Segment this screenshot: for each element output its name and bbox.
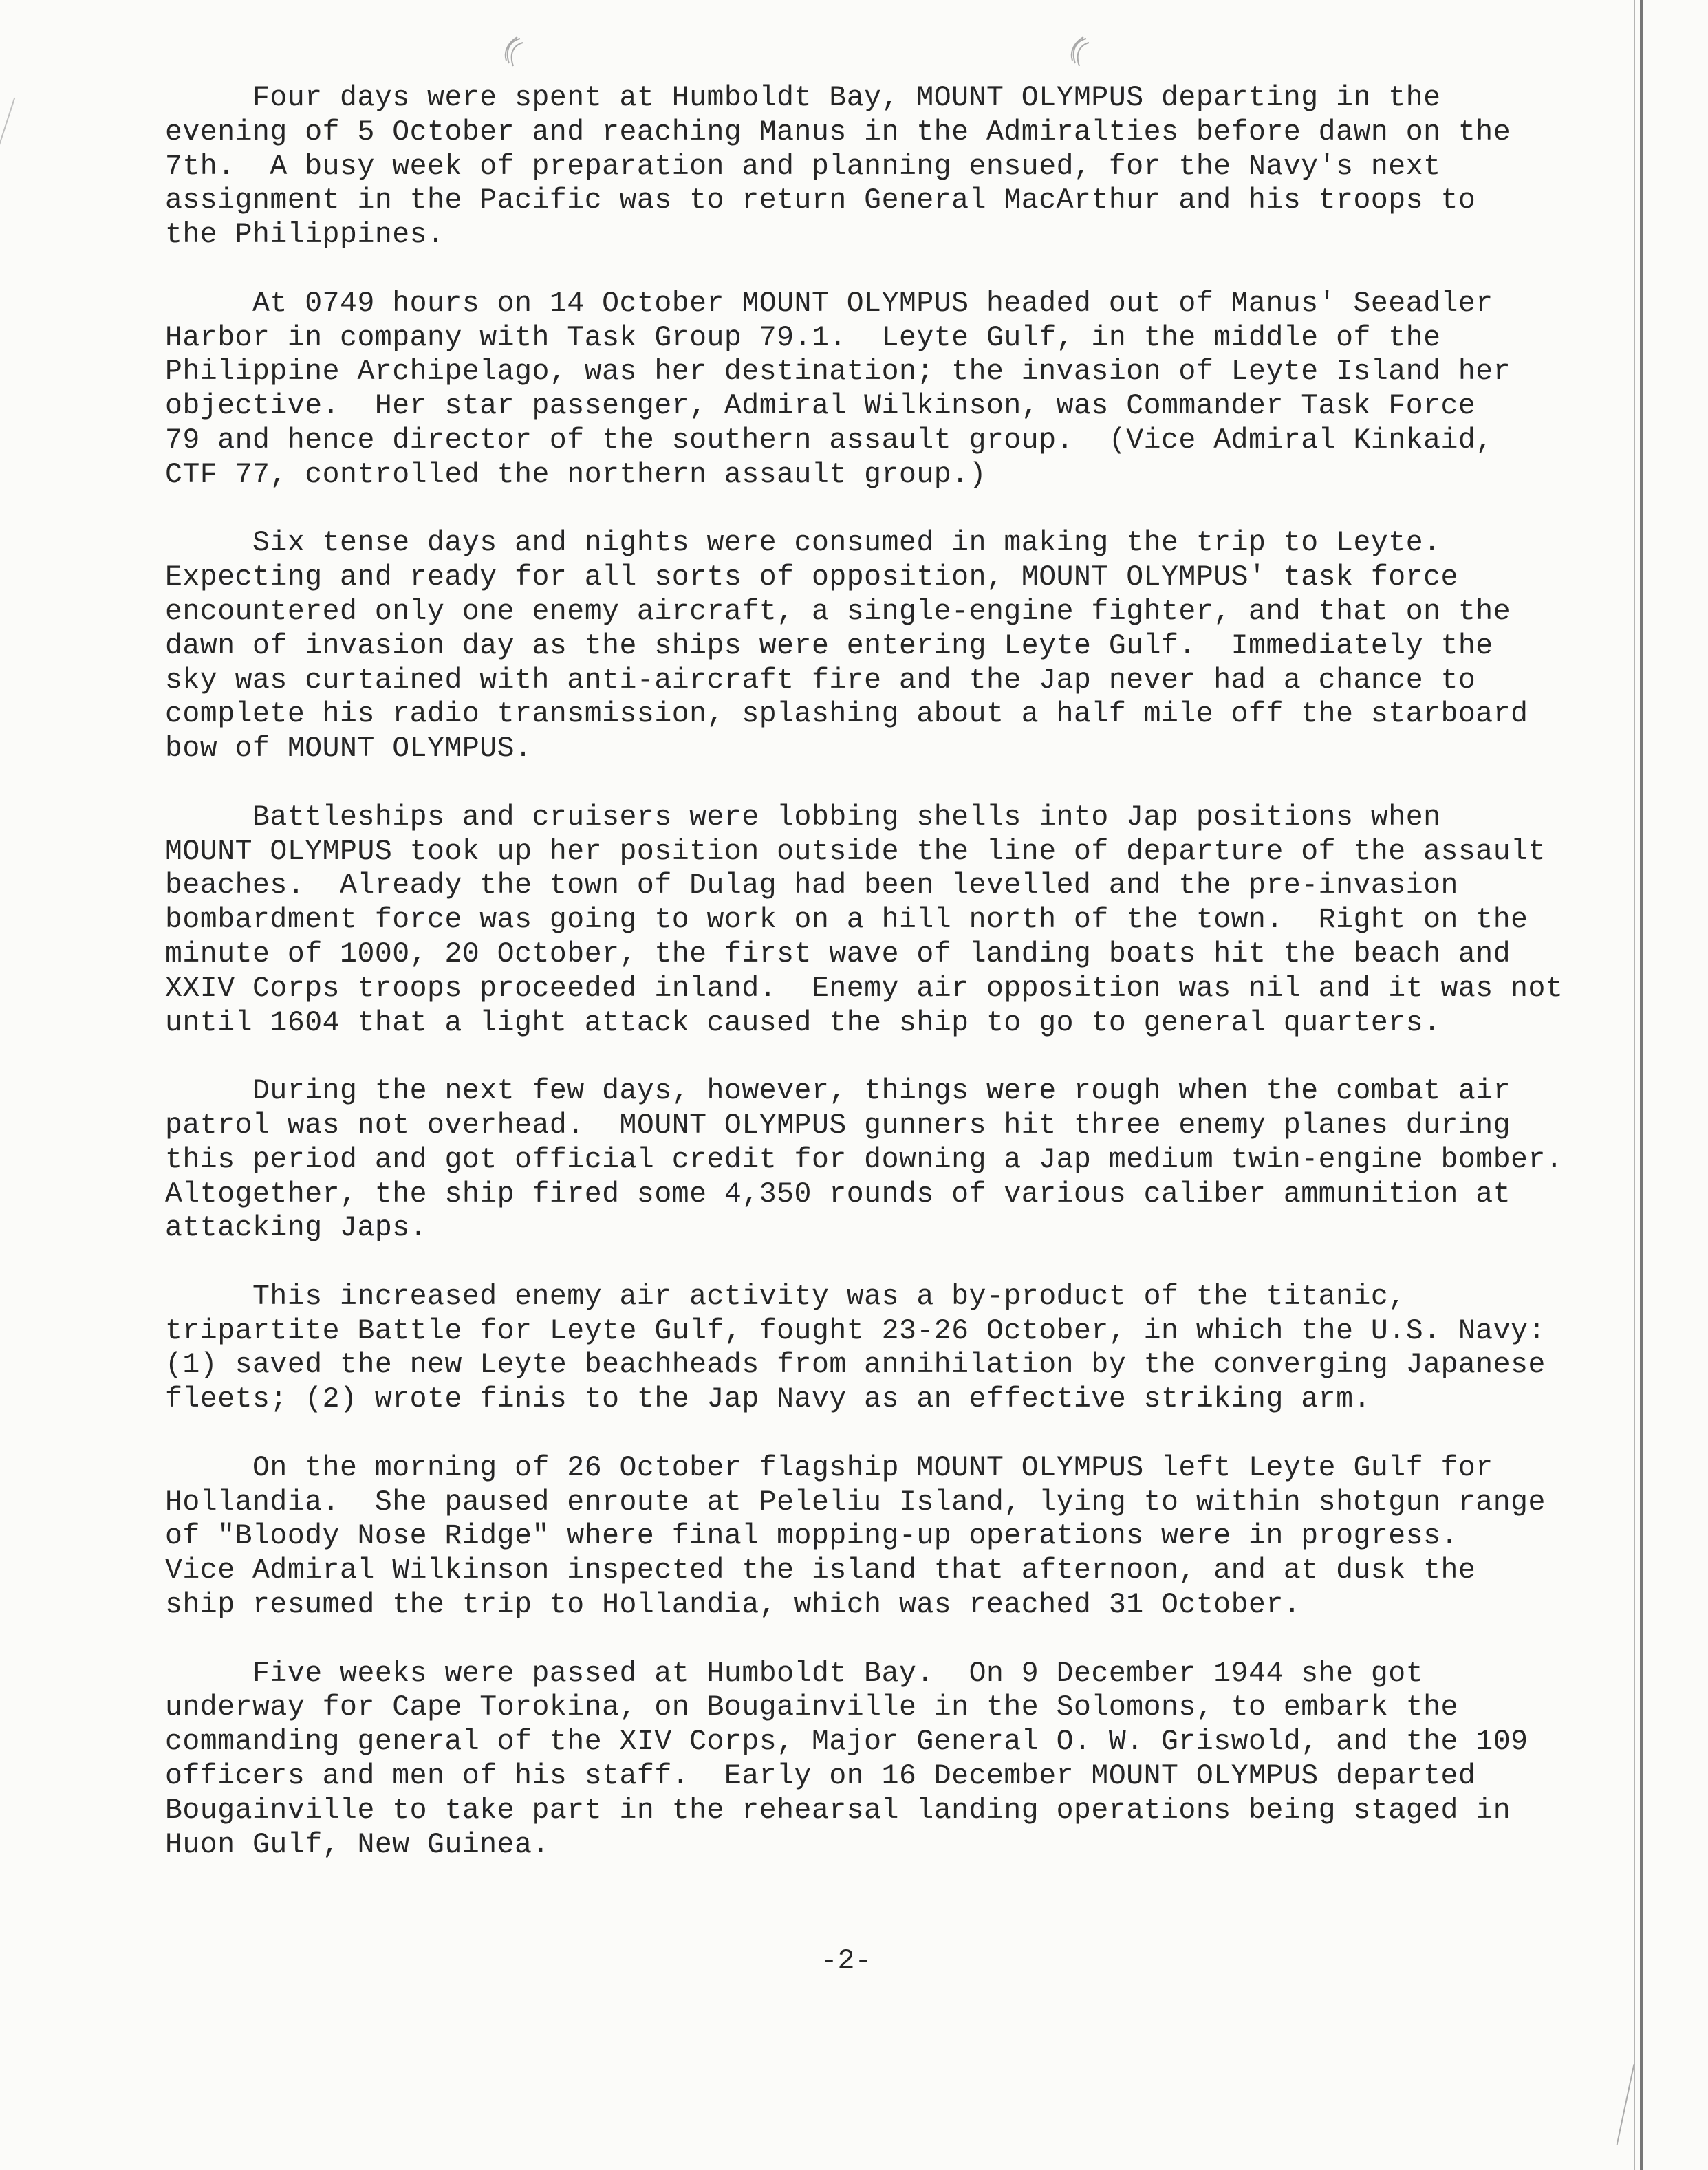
- text-line: evening of 5 October and reaching Manus in the Admiralties before dawn on the: [165, 116, 1511, 149]
- text-line: fleets; (2) wrote finis to the Jap Navy as an effective striking arm.: [165, 1383, 1371, 1416]
- corner-pen-mark: [1617, 2064, 1635, 2145]
- document-body: [165, 81, 1568, 1896]
- text-line: dawn of invasion day as the ships were entering Leyte Gulf. Immediately the: [165, 629, 1493, 662]
- text-line: Hollandia. She paused enroute at Peleliu Island, lying to within shotgun range: [165, 1486, 1546, 1519]
- text-line: sky was curtained with anti-aircraft fire and the Jap never had a chance to: [165, 664, 1476, 697]
- paragraph: [165, 801, 1568, 1041]
- text-line: patrol was not overhead. MOUNT OLYMPUS gunners hit three enemy planes during: [165, 1109, 1511, 1142]
- paragraph: [165, 1657, 1568, 1863]
- paragraph: [165, 1451, 1568, 1623]
- text-line: Battleships and cruisers were lobbing shells into Jap positions when: [165, 801, 1441, 834]
- paragraph: [165, 1280, 1568, 1417]
- text-line: Five weeks were passed at Humboldt Bay. On 9 December 1944 she got: [165, 1657, 1424, 1690]
- text-line: attacking Japs.: [165, 1212, 428, 1245]
- text-line: objective. Her star passenger, Admiral Wilkinson, was Commander Task Force: [165, 390, 1476, 423]
- text-line: During the next few days, however, things were rough when the combat air: [165, 1075, 1511, 1108]
- text-line: minute of 1000, 20 October, the first wave of landing boats hit the beach and: [165, 937, 1511, 970]
- page-edge-line: [1640, 0, 1643, 2170]
- text-line: CTF 77, controlled the northern assault group.): [165, 458, 986, 491]
- paragraph: [165, 287, 1568, 492]
- text-line: XXIV Corps troops proceeded inland. Enemy air opposition was nil and it was not: [165, 972, 1564, 1005]
- page-number: -2-: [820, 1945, 872, 1977]
- text-line: assignment in the Pacific was to return General MacArthur and his troops to: [165, 184, 1476, 217]
- page-edge-line: [1634, 0, 1635, 2170]
- text-line: tripartite Battle for Leyte Gulf, fought 23-26 October, in which the U.S. Navy:: [165, 1314, 1546, 1347]
- text-line: Expecting and ready for all sorts of opposition, MOUNT OLYMPUS' task force: [165, 561, 1458, 594]
- text-line: Vice Admiral Wilkinson inspected the island that afternoon, and at dusk the: [165, 1554, 1476, 1587]
- text-line: Six tense days and nights were consumed in making the trip to Leyte.: [165, 527, 1441, 560]
- text-line: officers and men of his staff. Early on 16 December MOUNT OLYMPUS departed: [165, 1760, 1476, 1793]
- text-line: bow of MOUNT OLYMPUS.: [165, 733, 532, 766]
- text-line: underway for Cape Torokina, on Bougainville in the Solomons, to embark the: [165, 1691, 1458, 1724]
- staple-mark-icon: [1068, 36, 1092, 70]
- text-line: 79 and hence director of the southern assault group. (Vice Admiral Kinkaid,: [165, 424, 1493, 457]
- text-line: complete his radio transmission, splashing about a half mile off the starboard: [165, 698, 1528, 731]
- text-line: Harbor in company with Task Group 79.1. Leyte Gulf, in the middle of the: [165, 321, 1441, 354]
- margin-pen-mark: [0, 98, 15, 151]
- paragraph: [165, 526, 1568, 766]
- text-line: Four days were spent at Humboldt Bay, MOUNT OLYMPUS departing in the: [165, 82, 1441, 114]
- text-line: 7th. A busy week of preparation and planning ensued, for the Navy's next: [165, 150, 1441, 183]
- text-line: At 0749 hours on 14 October MOUNT OLYMPUS headed out of Manus' Seeadler: [165, 287, 1493, 320]
- text-line: Bougainville to take part in the rehearsal landing operations being staged in: [165, 1794, 1511, 1827]
- text-line: Philippine Archipelago, was her destination; the invasion of Leyte Island her: [165, 356, 1511, 389]
- text-line: until 1604 that a light attack caused the ship to go to general quarters.: [165, 1006, 1441, 1039]
- text-line: of "Bloody Nose Ridge" where final mopping-up operations were in progress.: [165, 1520, 1458, 1553]
- text-line: commanding general of the XIV Corps, Major General O. W. Griswold, and the 109: [165, 1726, 1528, 1759]
- text-line: (1) saved the new Leyte beachheads from annihilation by the converging Japanese: [165, 1349, 1546, 1382]
- text-line: On the morning of 26 October flagship MOUNT OLYMPUS left Leyte Gulf for: [165, 1451, 1493, 1484]
- paragraph: [165, 81, 1568, 252]
- staple-mark-icon: [502, 36, 526, 70]
- text-line: the Philippines.: [165, 219, 445, 252]
- text-line: beaches. Already the town of Dulag had been levelled and the pre-invasion: [165, 869, 1458, 902]
- text-line: encountered only one enemy aircraft, a single-engine fighter, and that on the: [165, 595, 1511, 628]
- text-line: bombardment force was going to work on a hill north of the town. Right on the: [165, 904, 1528, 937]
- text-line: Huon Gulf, New Guinea.: [165, 1828, 550, 1861]
- paragraph: [165, 1074, 1568, 1246]
- text-line: Altogether, the ship fired some 4,350 rounds of various caliber ammunition at: [165, 1178, 1511, 1211]
- text-line: ship resumed the trip to Hollandia, which was reached 31 October.: [165, 1589, 1301, 1622]
- text-line: this period and got official credit for downing a Jap medium twin-engine bomber.: [165, 1143, 1564, 1176]
- text-line: This increased enemy air activity was a by-product of the titanic,: [165, 1280, 1406, 1313]
- text-line: MOUNT OLYMPUS took up her position outside the line of departure of the assault: [165, 835, 1546, 868]
